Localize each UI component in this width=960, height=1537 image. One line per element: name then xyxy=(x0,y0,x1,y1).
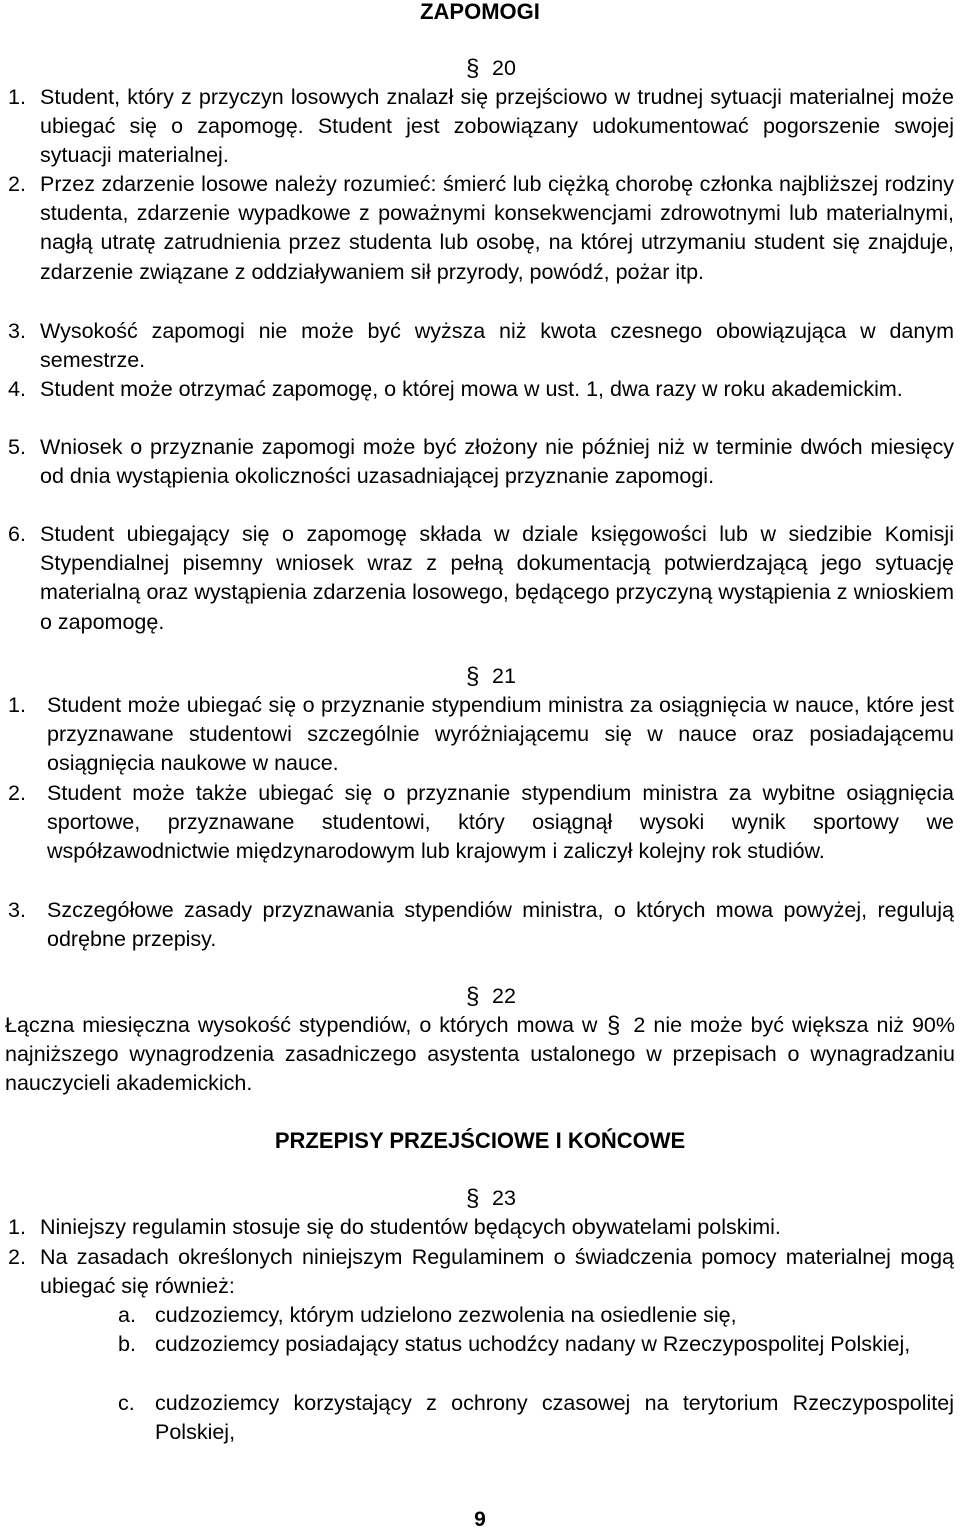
list-item xyxy=(8,170,954,287)
item-number: 1. xyxy=(8,85,26,109)
item-number: 2. xyxy=(8,172,26,196)
paragraph-21-number: 21 xyxy=(492,664,516,688)
list-item xyxy=(8,1213,954,1242)
paragraph-20-number: 20 xyxy=(492,56,516,80)
item-letter: b. xyxy=(118,1332,136,1356)
paragraph-22-text xyxy=(5,1011,955,1099)
list-item xyxy=(8,896,954,954)
section-sign-icon xyxy=(607,1013,623,1037)
item-text: cudzoziemcy korzystający z ochrony czasowej na terytorium Rzeczypospolitej Polskiej, xyxy=(155,1391,954,1445)
list-item xyxy=(8,1243,954,1301)
item-text: cudzoziemcy posiadający status uchodźcy nadany w Rzeczypospolitej Polskiej, xyxy=(155,1332,911,1356)
svg-text:§: § xyxy=(466,983,480,1009)
section-sign-icon xyxy=(466,1185,482,1211)
item-text: cudzoziemcy, którym udzielono zezwolenia na osiedlenie się, xyxy=(155,1303,737,1327)
section-sign-icon xyxy=(466,663,482,689)
section-title-zapomogi: ZAPOMOGI xyxy=(420,0,540,24)
item-text: Student ubiegający się o zapomogę składa w dziale księgowości lub w siedzibie Komisji Stypendialnej pisemny wniosek wraz z pełną dokumentacją potwierdzającą jego sytuację materialną oraz wystąpienia zdarzenia losowego, będącego przyczyną wystąpienia z wnioskiem o zapomogę. xyxy=(40,522,954,634)
paragraph-21-heading xyxy=(11,662,960,691)
svg-text:§: § xyxy=(607,1013,621,1037)
sub-list-item xyxy=(118,1330,954,1359)
list-item xyxy=(8,317,954,375)
item-text: Student może otrzymać zapomogę, o której mowa w ust. 1, dwa razy w roku akademickim. xyxy=(40,377,903,401)
list-item xyxy=(8,83,954,171)
item-text: Student, który z przyczyn losowych znalazł się przejściowo w trudnej sytuacji materialnej może ubiegać się o zapomogę. Student jest zobowiązany udokumentować pogorszenie swojej sytuacji materialnej. xyxy=(40,85,954,168)
section-sign-icon xyxy=(466,983,482,1009)
item-number: 1. xyxy=(8,1215,26,1239)
sub-list-item xyxy=(118,1389,954,1447)
paragraph-22-text-after: nie może być większa niż 90% najniższego wynagrodzenia zasadniczego asystenta ustalonego w przepisach o wynagradzaniu nauczycieli akademickich. xyxy=(5,1013,955,1096)
item-text: Student może także ubiegać się o przyznanie stypendium ministra za wybitne osiągnięcia sportowe, przyznawane studentowi, który osiągnął wysoki wynik sportowy we współzawodnictwie międzynarodowym lub krajowym i zaliczył kolejny rok studiów. xyxy=(47,781,954,864)
list-item xyxy=(8,691,954,779)
svg-text:§: § xyxy=(466,663,480,689)
list-item xyxy=(8,433,954,491)
paragraph-22-number: 22 xyxy=(492,984,516,1008)
sub-list-item xyxy=(118,1301,954,1330)
item-text: Wniosek o przyznanie zapomogi może być złożony nie później niż w terminie dwóch miesięcy od dnia wystąpienia okoliczności uzasadniającej przyznanie zapomogi. xyxy=(40,435,954,489)
item-number: 6. xyxy=(8,522,26,546)
item-number: 3. xyxy=(8,898,26,922)
svg-text:§: § xyxy=(466,55,480,81)
item-letter: c. xyxy=(118,1391,135,1415)
item-number: 1. xyxy=(8,693,26,717)
item-number: 2. xyxy=(8,1245,26,1269)
section-title-przepisy: PRZEPISY PRZEJŚCIOWE I KOŃCOWE xyxy=(274,1128,686,1153)
svg-text:§: § xyxy=(466,1185,480,1211)
item-number: 5. xyxy=(8,435,26,459)
item-letter: a. xyxy=(118,1303,136,1327)
item-number: 4. xyxy=(8,377,26,401)
item-text: Student może ubiegać się o przyznanie stypendium ministra za osiągnięcia w nauce, które jest przyznawane studentowi szczególnie wyróżniającemu się w nauce oraz posiadającemu osiągnięcia naukowe w nauce. xyxy=(47,693,954,776)
list-item xyxy=(8,375,954,404)
paragraph-22-reference: 2 xyxy=(633,1013,646,1037)
page-number: 9 xyxy=(474,1508,486,1531)
paragraph-20-heading xyxy=(11,54,960,83)
section-sign-icon xyxy=(466,55,482,81)
item-number: 2. xyxy=(8,781,26,805)
paragraph-23-number: 23 xyxy=(492,1186,516,1210)
list-item xyxy=(8,520,954,637)
item-text: Na zasadach określonych niniejszym Regulaminem o świadczenia pomocy materialnej mogą ubiegać się również: xyxy=(40,1245,954,1299)
paragraph-22-text-before: Łączna miesięczna wysokość stypendiów, o których mowa w xyxy=(5,1013,598,1037)
item-text: Wysokość zapomogi nie może być wyższa niż kwota czesnego obowiązująca w danym semestrze. xyxy=(40,319,954,373)
paragraph-22-heading xyxy=(11,982,960,1011)
item-text: Przez zdarzenie losowe należy rozumieć: śmierć lub ciężką chorobę członka najbliższej rodziny studenta, zdarzenie wypadkowe z poważnymi konsekwencjami zdrowotnymi lub materialnymi, nagłą utratę zatrudnienia przez studenta lub osobę, na której utrzymaniu student się znajduje, zdarzenie związane z oddziaływaniem sił przyrody, powódź, pożar itp. xyxy=(40,172,954,284)
list-item xyxy=(8,779,954,867)
item-text: Szczegółowe zasady przyznawania stypendiów ministra, o których mowa powyżej, regulują odrębne przepisy. xyxy=(47,898,954,952)
item-number: 3. xyxy=(8,319,26,343)
paragraph-23-heading xyxy=(11,1184,960,1213)
item-text: Niniejszy regulamin stosuje się do studentów będących obywatelami polskimi. xyxy=(40,1215,781,1239)
